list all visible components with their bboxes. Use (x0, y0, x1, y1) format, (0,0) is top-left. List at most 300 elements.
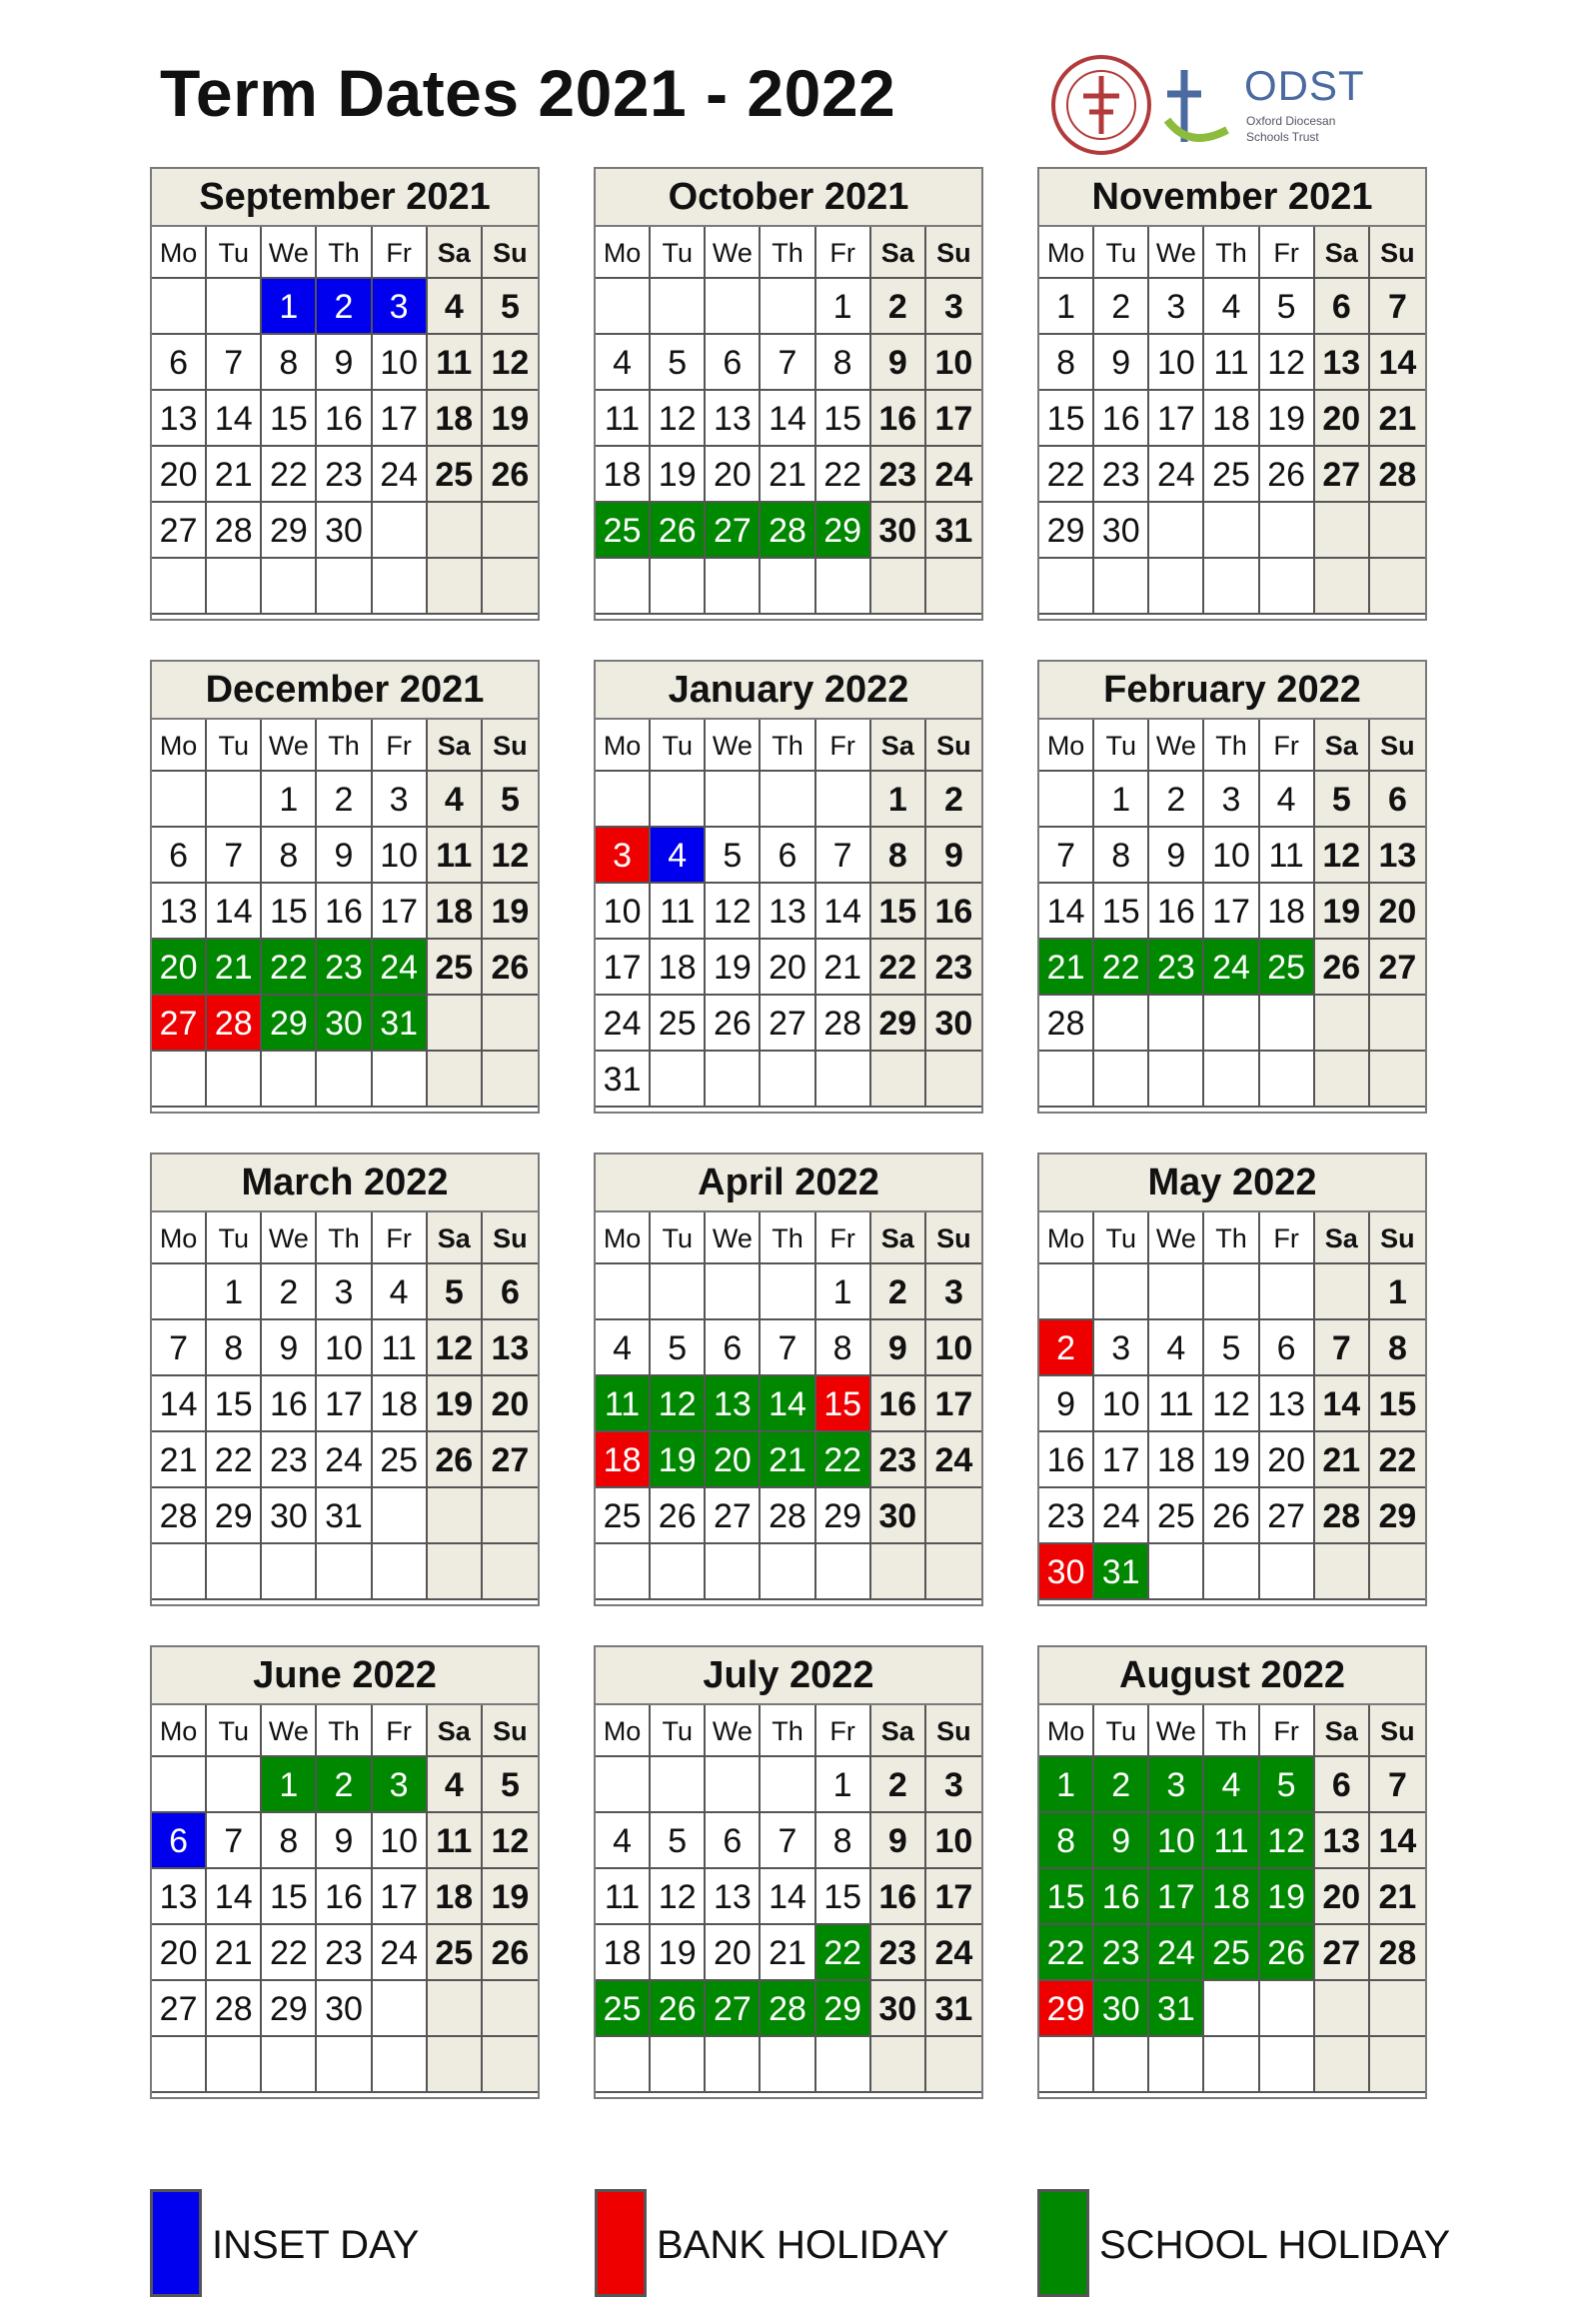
day-cell: 30 (871, 503, 926, 559)
day-cell: 8 (816, 1813, 871, 1869)
month-calendar (150, 1153, 540, 1606)
empty-day-cell (207, 1757, 262, 1813)
day-cell: 5 (483, 772, 538, 828)
day-cell: 31 (373, 996, 428, 1052)
day-cell: 28 (761, 1981, 815, 2037)
month-calendar (594, 1153, 983, 1606)
empty-day-cell (926, 1488, 981, 1544)
weekday-label: Su (1370, 1705, 1425, 1757)
day-cell: 24 (1149, 447, 1204, 503)
day-cell: 12 (651, 1869, 706, 1925)
empty-day-cell (1370, 2037, 1425, 2093)
month-calendar (594, 1645, 983, 2099)
day-cell: 20 (761, 940, 815, 996)
day-cell: 25 (651, 996, 706, 1052)
day-cell: 6 (1260, 1320, 1315, 1376)
empty-day-cell (706, 1264, 761, 1320)
day-cell: 10 (373, 1813, 428, 1869)
day-cell: 9 (262, 1320, 317, 1376)
day-cell: 4 (596, 1320, 651, 1376)
weekday-label: Fr (816, 227, 871, 279)
day-cell: 13 (152, 391, 207, 447)
weekday-label: Su (1370, 1212, 1425, 1264)
day-cell: 3 (1204, 772, 1259, 828)
empty-day-cell (871, 1052, 926, 1108)
empty-day-cell (1094, 559, 1149, 615)
day-cell: 4 (1149, 1320, 1204, 1376)
day-cell: 14 (1315, 1376, 1370, 1432)
day-cell: 8 (262, 1813, 317, 1869)
weekday-label: Fr (1260, 720, 1315, 772)
day-cell: 24 (317, 1432, 372, 1488)
weekday-label: Fr (816, 1705, 871, 1757)
day-cell: 15 (816, 1376, 871, 1432)
day-cell: 19 (706, 940, 761, 996)
day-cell: 23 (1094, 447, 1149, 503)
day-cell: 3 (926, 1264, 981, 1320)
empty-day-cell (651, 1757, 706, 1813)
day-cell: 8 (262, 335, 317, 391)
empty-day-cell (761, 1544, 815, 1600)
weekday-label: Mo (596, 227, 651, 279)
weekday-label: Fr (373, 1212, 428, 1264)
day-cell: 16 (1039, 1432, 1094, 1488)
day-cell: 12 (428, 1320, 483, 1376)
weekday-label: Th (1204, 720, 1259, 772)
empty-day-cell (926, 1052, 981, 1108)
odst-logo-text: ODST (1244, 62, 1365, 109)
empty-day-cell (428, 1981, 483, 2037)
empty-day-cell (1315, 1981, 1370, 2037)
day-cell: 21 (152, 1432, 207, 1488)
weekday-label: Su (1370, 720, 1425, 772)
empty-day-cell (483, 503, 538, 559)
day-cell: 13 (761, 884, 815, 940)
weekday-label: Sa (871, 227, 926, 279)
day-cell: 16 (1094, 1869, 1149, 1925)
empty-day-cell (373, 1488, 428, 1544)
day-cell: 8 (207, 1320, 262, 1376)
day-cell: 20 (1370, 884, 1425, 940)
day-cell: 7 (1315, 1320, 1370, 1376)
day-cell: 7 (816, 828, 871, 884)
empty-day-cell (1149, 1264, 1204, 1320)
empty-day-cell (651, 1544, 706, 1600)
day-cell: 21 (816, 940, 871, 996)
day-cell: 17 (926, 1869, 981, 1925)
day-cell: 18 (651, 940, 706, 996)
day-cell: 2 (262, 1264, 317, 1320)
empty-day-cell (262, 1544, 317, 1600)
day-cell: 1 (816, 1264, 871, 1320)
month-days-grid (596, 1212, 981, 1600)
day-cell: 19 (651, 1925, 706, 1981)
day-cell: 29 (262, 1981, 317, 2037)
empty-day-cell (317, 2037, 372, 2093)
day-cell: 6 (706, 1320, 761, 1376)
empty-day-cell (373, 559, 428, 615)
empty-day-cell (152, 1264, 207, 1320)
day-cell: 28 (816, 996, 871, 1052)
day-cell: 6 (483, 1264, 538, 1320)
day-cell: 16 (262, 1376, 317, 1432)
day-cell: 10 (373, 335, 428, 391)
day-cell: 27 (1370, 940, 1425, 996)
empty-day-cell (761, 1052, 815, 1108)
day-cell: 3 (1149, 1757, 1204, 1813)
empty-day-cell (373, 1981, 428, 2037)
empty-day-cell (1204, 1544, 1259, 1600)
day-cell: 21 (1315, 1432, 1370, 1488)
empty-day-cell (651, 772, 706, 828)
empty-day-cell (483, 1544, 538, 1600)
day-cell: 11 (1260, 828, 1315, 884)
empty-day-cell (1149, 996, 1204, 1052)
weekday-label: Fr (1260, 1212, 1315, 1264)
day-cell: 3 (317, 1264, 372, 1320)
month-days-grid (1039, 1212, 1425, 1600)
day-cell: 25 (373, 1432, 428, 1488)
weekday-label: Tu (207, 1705, 262, 1757)
empty-day-cell (1370, 1052, 1425, 1108)
day-cell: 16 (1149, 884, 1204, 940)
day-cell: 23 (1149, 940, 1204, 996)
empty-day-cell (816, 559, 871, 615)
day-cell: 5 (651, 1813, 706, 1869)
month-title: December 2021 (152, 662, 538, 720)
day-cell: 27 (152, 503, 207, 559)
day-cell: 21 (761, 1925, 815, 1981)
empty-day-cell (373, 503, 428, 559)
weekday-label: Sa (1315, 227, 1370, 279)
day-cell: 19 (1315, 884, 1370, 940)
day-cell: 27 (761, 996, 815, 1052)
empty-day-cell (1204, 503, 1259, 559)
day-cell: 20 (1315, 391, 1370, 447)
empty-day-cell (483, 2037, 538, 2093)
weekday-label: Mo (596, 1212, 651, 1264)
day-cell: 17 (926, 391, 981, 447)
day-cell: 21 (207, 1925, 262, 1981)
day-cell: 23 (871, 447, 926, 503)
day-cell: 9 (1039, 1376, 1094, 1432)
empty-day-cell (1039, 1052, 1094, 1108)
empty-day-cell (152, 1757, 207, 1813)
empty-day-cell (152, 1544, 207, 1600)
day-cell: 5 (651, 335, 706, 391)
day-cell: 13 (483, 1320, 538, 1376)
day-cell: 3 (373, 772, 428, 828)
weekday-label: Th (761, 1212, 815, 1264)
empty-day-cell (761, 2037, 815, 2093)
day-cell: 31 (1149, 1981, 1204, 2037)
day-cell: 26 (651, 1488, 706, 1544)
weekday-label: We (1149, 1212, 1204, 1264)
empty-day-cell (1094, 1052, 1149, 1108)
weekday-label: Tu (207, 227, 262, 279)
day-cell: 4 (428, 279, 483, 335)
day-cell: 2 (1094, 1757, 1149, 1813)
day-cell: 7 (152, 1320, 207, 1376)
day-cell: 7 (761, 1320, 815, 1376)
day-cell: 12 (483, 1813, 538, 1869)
day-cell: 20 (706, 1925, 761, 1981)
weekday-label: Sa (428, 720, 483, 772)
day-cell: 26 (1204, 1488, 1259, 1544)
weekday-label: Tu (1094, 227, 1149, 279)
empty-day-cell (1149, 1052, 1204, 1108)
month-days-grid (596, 227, 981, 615)
day-cell: 6 (706, 335, 761, 391)
empty-day-cell (816, 2037, 871, 2093)
weekday-label: Sa (1315, 1212, 1370, 1264)
day-cell: 25 (428, 1925, 483, 1981)
day-cell: 15 (1370, 1376, 1425, 1432)
month-title: October 2021 (596, 169, 981, 227)
day-cell: 26 (483, 940, 538, 996)
empty-day-cell (262, 559, 317, 615)
empty-day-cell (926, 1544, 981, 1600)
empty-day-cell (651, 2037, 706, 2093)
empty-day-cell (1149, 503, 1204, 559)
empty-day-cell (373, 2037, 428, 2093)
day-cell: 13 (1315, 1813, 1370, 1869)
day-cell: 25 (596, 503, 651, 559)
empty-day-cell (1204, 559, 1259, 615)
day-cell: 26 (651, 503, 706, 559)
day-cell: 22 (262, 447, 317, 503)
empty-day-cell (1370, 503, 1425, 559)
empty-day-cell (428, 1544, 483, 1600)
day-cell: 27 (1260, 1488, 1315, 1544)
day-cell: 4 (373, 1264, 428, 1320)
day-cell: 7 (207, 828, 262, 884)
empty-day-cell (651, 559, 706, 615)
empty-day-cell (428, 559, 483, 615)
day-cell: 27 (706, 1981, 761, 2037)
empty-day-cell (1370, 1544, 1425, 1600)
day-cell: 3 (926, 1757, 981, 1813)
empty-day-cell (428, 1488, 483, 1544)
empty-day-cell (1315, 503, 1370, 559)
day-cell: 26 (706, 996, 761, 1052)
day-cell: 26 (1315, 940, 1370, 996)
day-cell: 8 (816, 1320, 871, 1376)
day-cell: 28 (1039, 996, 1094, 1052)
day-cell: 23 (262, 1432, 317, 1488)
day-cell: 1 (262, 772, 317, 828)
day-cell: 28 (761, 503, 815, 559)
empty-day-cell (596, 559, 651, 615)
day-cell: 18 (373, 1376, 428, 1432)
weekday-label: Su (483, 1212, 538, 1264)
month-days-grid (152, 1212, 538, 1600)
weekday-label: Sa (1315, 1705, 1370, 1757)
day-cell: 27 (152, 1981, 207, 2037)
day-cell: 28 (1315, 1488, 1370, 1544)
day-cell: 15 (1094, 884, 1149, 940)
empty-day-cell (1260, 503, 1315, 559)
empty-day-cell (207, 279, 262, 335)
day-cell: 7 (761, 335, 815, 391)
day-cell: 26 (483, 447, 538, 503)
day-cell: 3 (926, 279, 981, 335)
odst-logo-subtitle: Oxford Diocesan (1246, 114, 1336, 128)
empty-day-cell (483, 996, 538, 1052)
weekday-label: We (262, 1212, 317, 1264)
day-cell: 8 (871, 828, 926, 884)
day-cell: 26 (1260, 447, 1315, 503)
day-cell: 25 (428, 447, 483, 503)
day-cell: 7 (207, 335, 262, 391)
empty-day-cell (428, 503, 483, 559)
day-cell: 6 (152, 828, 207, 884)
empty-day-cell (1315, 1544, 1370, 1600)
empty-day-cell (428, 996, 483, 1052)
month-days-grid (596, 720, 981, 1108)
month-calendar (1037, 660, 1427, 1114)
day-cell: 2 (871, 1264, 926, 1320)
day-cell: 4 (596, 335, 651, 391)
day-cell: 10 (596, 884, 651, 940)
day-cell: 18 (596, 447, 651, 503)
weekday-label: Fr (373, 720, 428, 772)
empty-day-cell (816, 1052, 871, 1108)
empty-day-cell (651, 1052, 706, 1108)
weekday-label: Su (926, 1212, 981, 1264)
empty-day-cell (428, 2037, 483, 2093)
day-cell: 4 (651, 828, 706, 884)
legend-swatch-bank (595, 2189, 647, 2297)
empty-day-cell (761, 1757, 815, 1813)
day-cell: 8 (1370, 1320, 1425, 1376)
weekday-label: Mo (596, 1705, 651, 1757)
day-cell: 15 (207, 1376, 262, 1432)
weekday-label: Fr (816, 1212, 871, 1264)
empty-day-cell (761, 1264, 815, 1320)
day-cell: 16 (871, 391, 926, 447)
empty-day-cell (207, 1052, 262, 1108)
day-cell: 1 (1039, 279, 1094, 335)
month-calendar (150, 1645, 540, 2099)
empty-day-cell (1260, 559, 1315, 615)
day-cell: 30 (926, 996, 981, 1052)
day-cell: 30 (1094, 1981, 1149, 2037)
day-cell: 18 (428, 391, 483, 447)
day-cell: 17 (317, 1376, 372, 1432)
day-cell: 24 (926, 1925, 981, 1981)
day-cell: 2 (871, 1757, 926, 1813)
weekday-label: We (1149, 720, 1204, 772)
day-cell: 17 (373, 1869, 428, 1925)
legend-swatch-inset (150, 2189, 202, 2297)
weekday-label: Th (1204, 1212, 1259, 1264)
day-cell: 14 (816, 884, 871, 940)
empty-day-cell (706, 279, 761, 335)
empty-day-cell (1149, 559, 1204, 615)
month-title: November 2021 (1039, 169, 1425, 227)
day-cell: 3 (373, 1757, 428, 1813)
day-cell: 29 (816, 1488, 871, 1544)
day-cell: 19 (483, 884, 538, 940)
day-cell: 1 (262, 279, 317, 335)
day-cell: 20 (152, 940, 207, 996)
month-days-grid (1039, 1705, 1425, 2093)
empty-day-cell (207, 559, 262, 615)
day-cell: 4 (1204, 279, 1259, 335)
month-days-grid (1039, 720, 1425, 1108)
day-cell: 2 (1149, 772, 1204, 828)
day-cell: 22 (1039, 1925, 1094, 1981)
day-cell: 13 (152, 884, 207, 940)
day-cell: 11 (1149, 1376, 1204, 1432)
day-cell: 29 (871, 996, 926, 1052)
day-cell: 9 (317, 1813, 372, 1869)
day-cell: 23 (871, 1925, 926, 1981)
weekday-label: Fr (1260, 1705, 1315, 1757)
day-cell: 11 (1204, 335, 1259, 391)
day-cell: 16 (871, 1869, 926, 1925)
month-calendar (1037, 167, 1427, 621)
month-calendar (1037, 1153, 1427, 1606)
day-cell: 5 (651, 1320, 706, 1376)
day-cell: 30 (1039, 1544, 1094, 1600)
month-title: September 2021 (152, 169, 538, 227)
empty-day-cell (1260, 1052, 1315, 1108)
month-days-grid (1039, 227, 1425, 615)
day-cell: 24 (373, 940, 428, 996)
weekday-label: We (1149, 227, 1204, 279)
day-cell: 29 (1039, 1981, 1094, 2037)
weekday-label: Tu (1094, 1212, 1149, 1264)
day-cell: 29 (816, 1981, 871, 2037)
day-cell: 21 (761, 1432, 815, 1488)
empty-day-cell (1149, 2037, 1204, 2093)
day-cell: 9 (1149, 828, 1204, 884)
day-cell: 8 (262, 828, 317, 884)
weekday-label: Mo (152, 1705, 207, 1757)
empty-day-cell (1204, 1981, 1259, 2037)
day-cell: 26 (1260, 1925, 1315, 1981)
day-cell: 10 (1094, 1376, 1149, 1432)
month-title: August 2022 (1039, 1647, 1425, 1705)
day-cell: 22 (871, 940, 926, 996)
day-cell: 18 (428, 884, 483, 940)
weekday-label: Sa (871, 1212, 926, 1264)
day-cell: 6 (1315, 279, 1370, 335)
day-cell: 20 (1260, 1432, 1315, 1488)
day-cell: 14 (761, 1869, 815, 1925)
day-cell: 11 (651, 884, 706, 940)
empty-day-cell (483, 1488, 538, 1544)
day-cell: 15 (262, 884, 317, 940)
day-cell: 2 (1039, 1320, 1094, 1376)
day-cell: 7 (1039, 828, 1094, 884)
day-cell: 8 (1039, 335, 1094, 391)
month-days-grid (152, 1705, 538, 2093)
day-cell: 23 (871, 1432, 926, 1488)
day-cell: 2 (317, 279, 372, 335)
day-cell: 2 (317, 772, 372, 828)
empty-day-cell (152, 772, 207, 828)
day-cell: 4 (428, 772, 483, 828)
day-cell: 18 (1149, 1432, 1204, 1488)
day-cell: 4 (428, 1757, 483, 1813)
day-cell: 13 (1315, 335, 1370, 391)
empty-day-cell (706, 1052, 761, 1108)
day-cell: 31 (317, 1488, 372, 1544)
empty-day-cell (207, 772, 262, 828)
